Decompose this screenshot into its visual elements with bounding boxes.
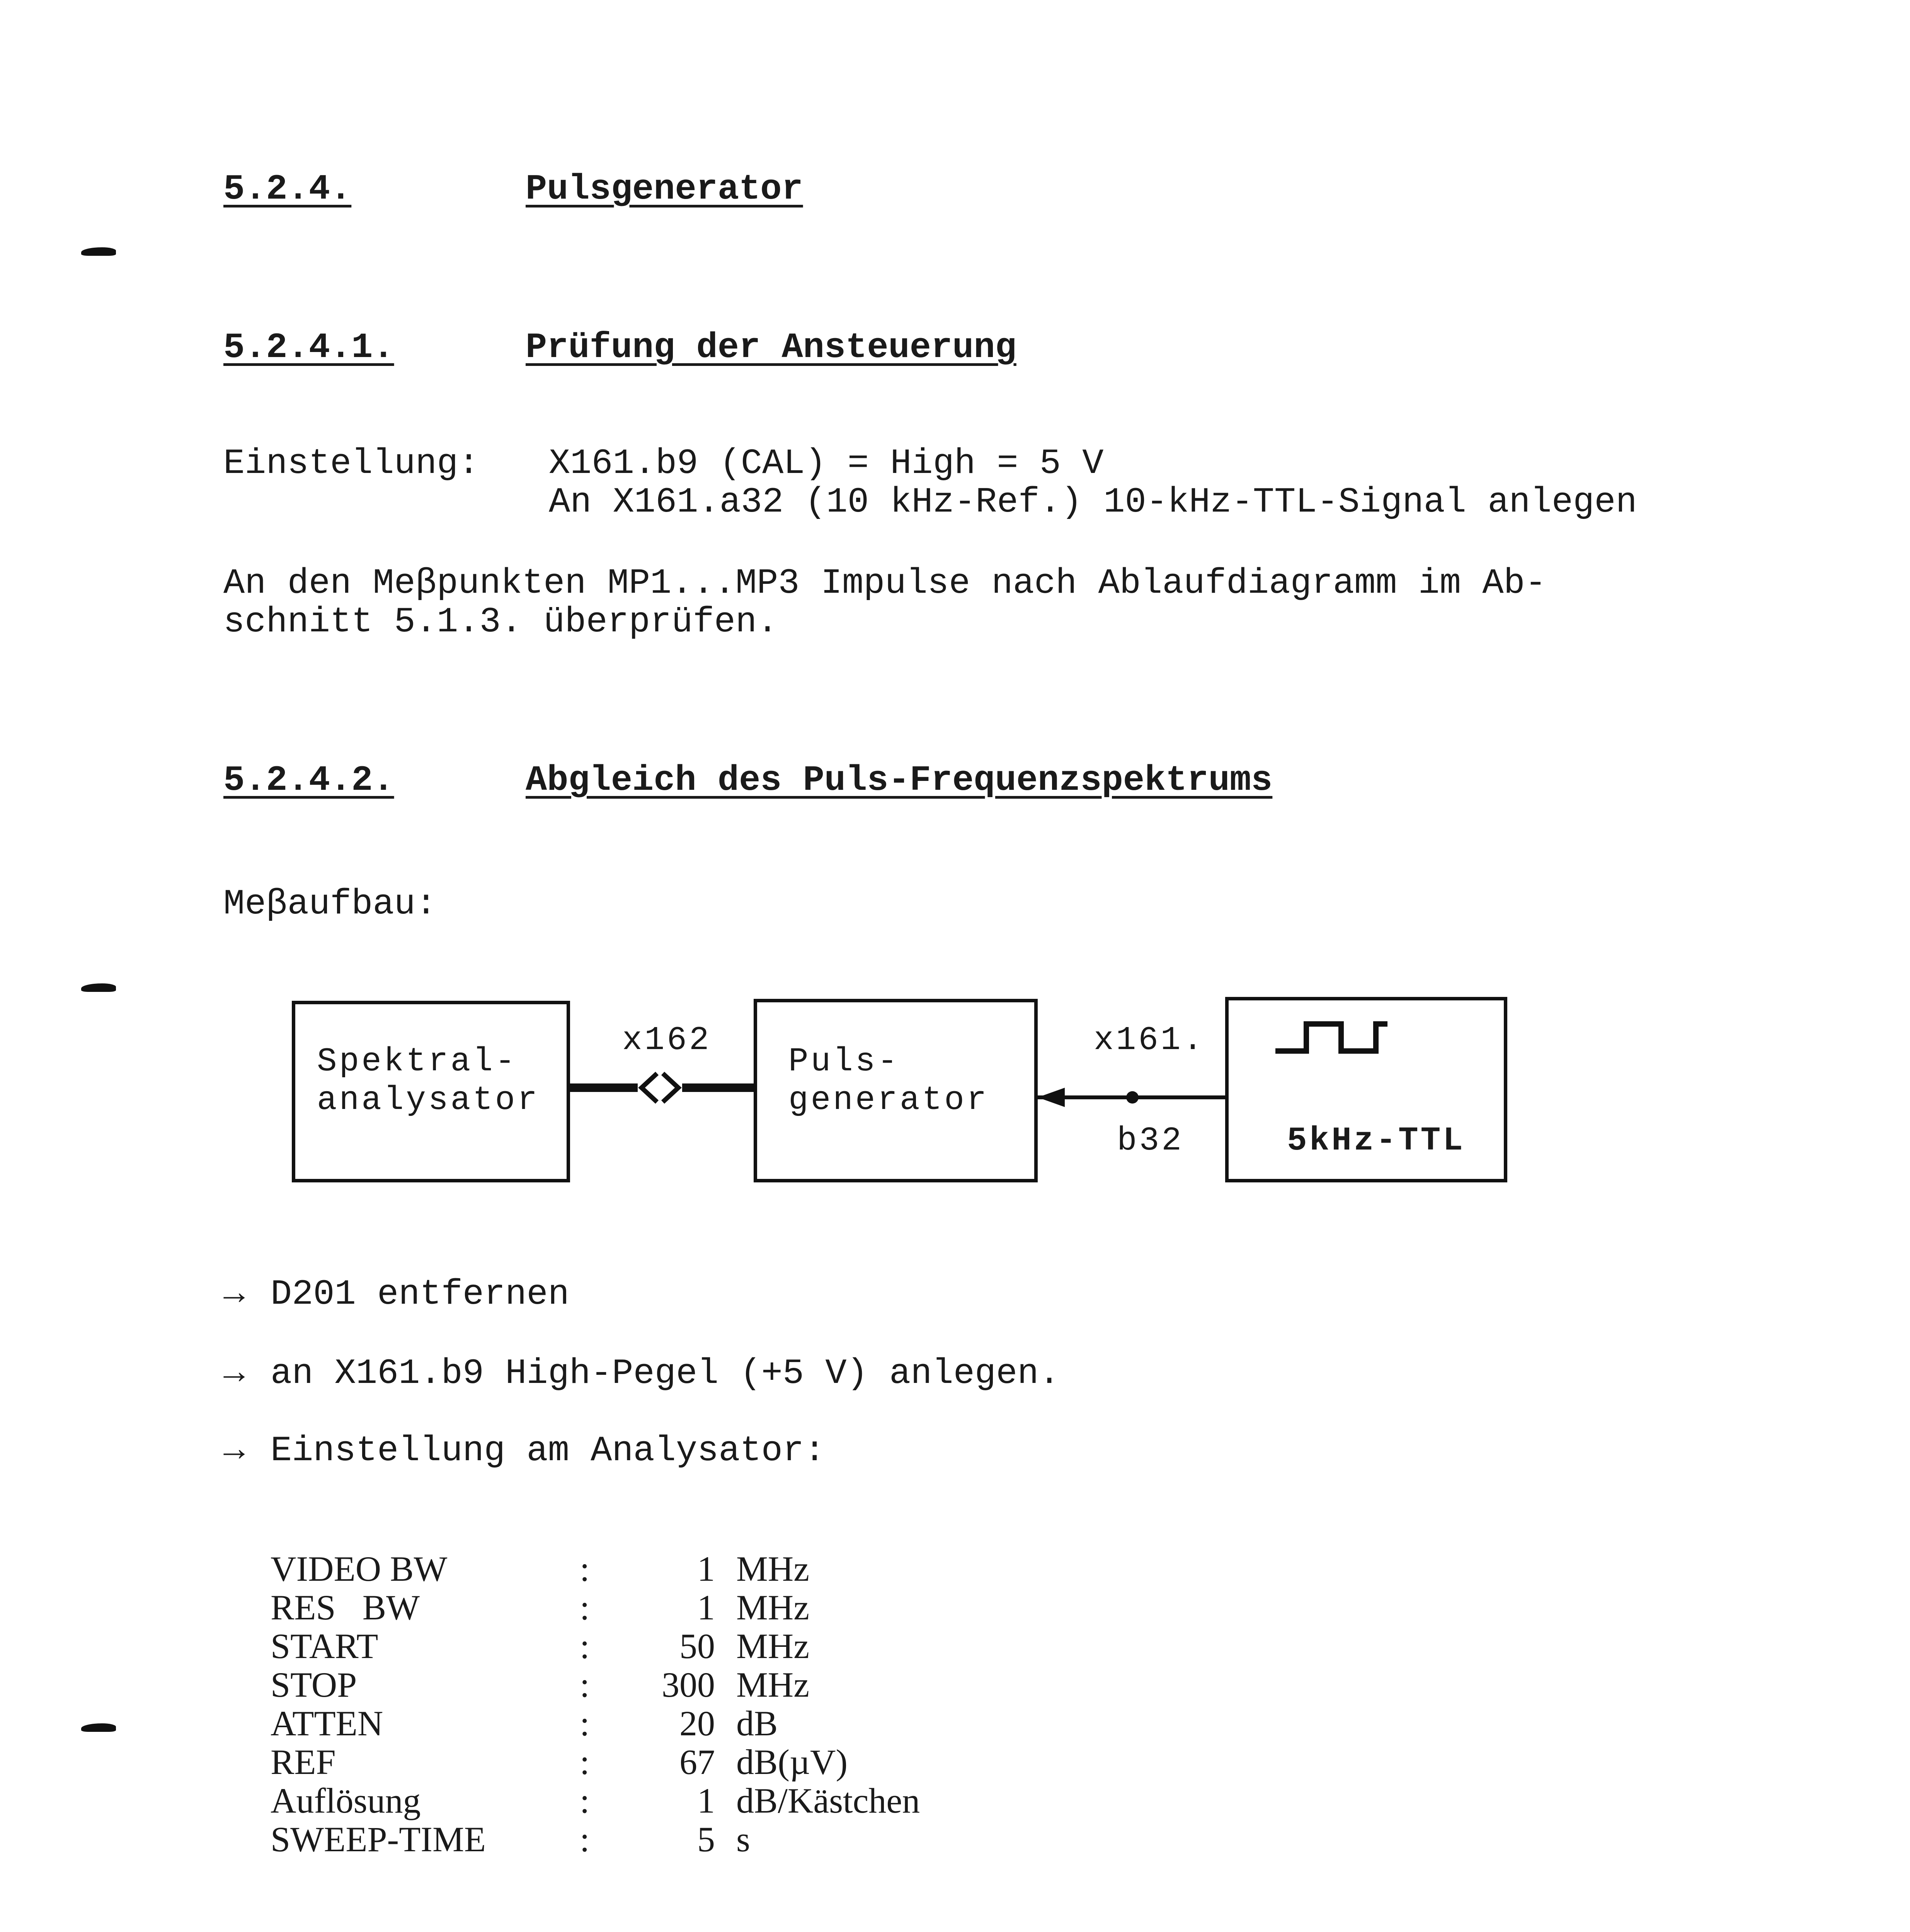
setting-unit: MHz [736, 1626, 810, 1666]
setting-unit: dB(µV) [736, 1742, 848, 1782]
paragraph-line: schnitt 5.1.3. überprüfen. [223, 602, 778, 642]
setting-unit: dB/Kästchen [736, 1781, 920, 1820]
setting-value: 20 [679, 1704, 715, 1743]
block-label: analysator [317, 1081, 540, 1119]
setting-name: START [271, 1626, 378, 1666]
setting-value: 67 [679, 1742, 715, 1782]
setting-value: 5 [697, 1820, 715, 1859]
setting-sep: : [580, 1665, 590, 1704]
setting-unit: MHz [736, 1665, 810, 1704]
setting-name: REF [271, 1742, 336, 1782]
block-label: 5kHz-TTL [1287, 1122, 1465, 1160]
connector-label: x161. [1094, 1021, 1205, 1059]
section-title: Pulsgenerator [526, 169, 803, 209]
step-text: an X161.b9 High-Pegel (+5 V) anlegen. [271, 1353, 1060, 1394]
settings-label: Einstellung: [223, 443, 480, 484]
setting-name: RES BW [271, 1588, 420, 1627]
section-number: 5.2.4.1. [223, 327, 394, 368]
setting-name: VIDEO BW [271, 1549, 448, 1588]
setting-sep: : [580, 1626, 590, 1666]
setting-name: ATTEN [271, 1704, 383, 1743]
block-label: Puls- [788, 1043, 900, 1080]
setup-label: Meβaufbau: [223, 884, 437, 924]
setting-value: 1 [697, 1781, 715, 1820]
setting-sep: : [580, 1742, 590, 1782]
signal-line [1038, 1088, 1225, 1107]
setting-value: 300 [662, 1665, 715, 1704]
settings-line: X161.b9 (CAL) = High = 5 V [549, 443, 1104, 484]
block-label: generator [788, 1081, 989, 1119]
step-text: D201 entfernen [271, 1274, 569, 1315]
setting-name: SWEEP-TIME [271, 1820, 486, 1859]
setting-unit: s [736, 1820, 750, 1859]
setting-value: 50 [679, 1626, 715, 1666]
setting-unit: MHz [736, 1588, 810, 1627]
connector-label: b32 [1117, 1122, 1184, 1160]
setting-name: STOP [271, 1665, 357, 1704]
section-number: 5.2.4. [223, 169, 352, 209]
step-bullet: → [223, 1353, 245, 1394]
connector-label: x162 [622, 1021, 712, 1059]
setting-name: Auflösung [271, 1781, 421, 1820]
step-bullet: → [223, 1274, 245, 1315]
setting-sep: : [580, 1704, 590, 1743]
section-title: Abgleich des Puls-Frequenzspektrums [526, 760, 1273, 801]
settings-line: An X161.a32 (10 kHz-Ref.) 10-kHz-TTL-Signal anlegen [549, 482, 1637, 522]
setting-sep: : [580, 1820, 590, 1859]
paragraph-line: An den Meβpunkten MP1...MP3 Impulse nach Ablaufdiagramm im Ab- [223, 563, 1546, 604]
coax-cable [570, 1073, 754, 1102]
section-title: Prüfung der Ansteuerung [526, 327, 1016, 368]
setting-sep: : [580, 1549, 590, 1588]
setting-unit: MHz [736, 1549, 810, 1588]
step-text: Einstellung am Analysator: [271, 1430, 826, 1471]
block-label: Spektral- [317, 1043, 518, 1080]
setting-value: 1 [697, 1588, 715, 1627]
square-wave-icon [1275, 1024, 1387, 1051]
section-number: 5.2.4.2. [223, 760, 394, 801]
setting-unit: dB [736, 1704, 778, 1743]
setting-value: 1 [697, 1549, 715, 1588]
setting-sep: : [580, 1781, 590, 1820]
step-bullet: → [223, 1430, 245, 1471]
setting-sep: : [580, 1588, 590, 1627]
margin-mark [81, 1723, 116, 1732]
